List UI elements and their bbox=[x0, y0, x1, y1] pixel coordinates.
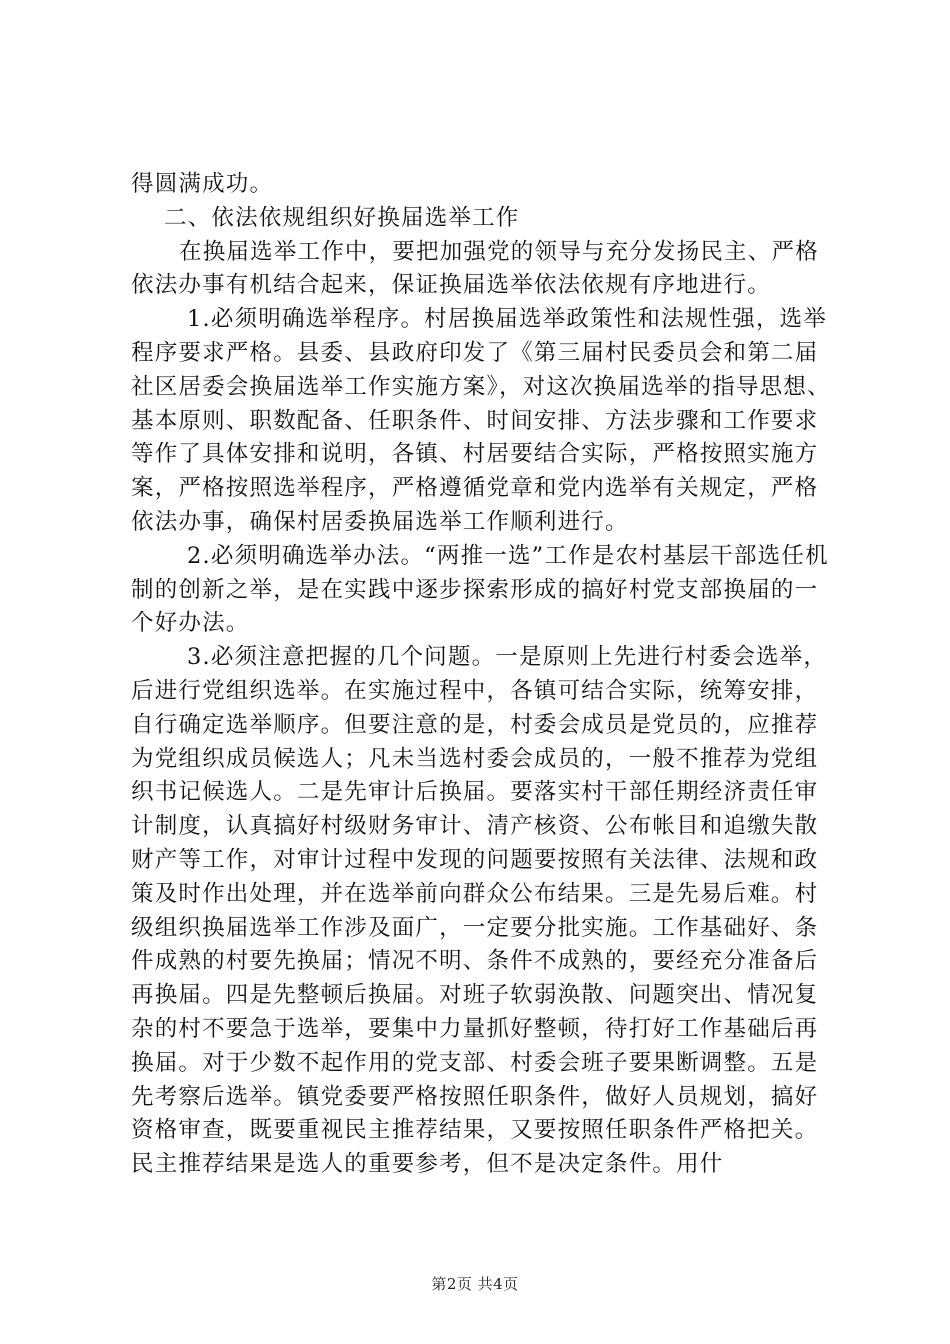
page-number-footer: 第2页 共4页 bbox=[431, 1275, 519, 1293]
paragraph-item-2: 2.必须明确选举办法。“两推一选”工作是农村基层干部选任机制的创新之举，是在实践中逐步探索形成的搞好村党支部换届的一个好办法。 bbox=[131, 542, 829, 637]
paragraph-item-3: 3.必须注意把握的几个问题。一是原则上先进行村委会选举，后进行党组织选举。在实施过程中，各镇可结合实际，统筹安排，自行确定选举顺序。但要注意的是，村委会成员是党员的，应推荐为党组织成员候选人；凡未当选村委会成员的，一般不推荐为党组织书记候选人。二是先审计后换届。要落实村干部任期经济责任审计制度，认真搞好村级财务审计、清产核资、公布帐目和追缴失散财产等工作，对审计过程中发现的问题要按照有关法律、法规和政策及时作出处理，并在选举前向群众公布结果。三是先易后难。村级组织换届选举工作涉及面广，一定要分批实施。工作基础好、条件成熟的村要先换届；情况不明、条件不成熟的，要经充分准备后再换届。四是先整顿后换届。对班子软弱涣散、问题突出、情况复杂的村不要急于选举，要集中力量抓好整顿，待打好工作基础后再换届。对于少数不起作用的党支部、村委会班子要果断调整。五是先考察后选举。镇党委要严格按照任职条件，做好人员规划，搞好资格审查，既要重视民主推荐结果，又要按照任职条件严格把关。民主推荐结果是选人的重要参考，但不是决定条件。用什 bbox=[131, 644, 828, 1178]
paragraph-intro: 在换届选举工作中，要把加强党的领导与充分发扬民主、严格依法办事有机结合起来，保证换届选举依法依规有序地进行。 bbox=[131, 238, 819, 299]
paragraph-continuation: 得圆满成功。 bbox=[131, 171, 274, 197]
paragraph-item-1: 1.必须明确选举程序。村居换届选举政策性和法规性强，选举程序要求严格。县委、县政府印发了《第三届村民委员会和第二届社区居委会换届选举工作实施方案》，对这次换届选举的指导思想、基本原则、职数配备、任职条件、时间安排、方法步骤和工作要求等作了具体安排和说明，各镇、村居要结合实际，严格按照实施方案，严格按照选举程序，严格遵循党章和党内选举有关规定，严格依法办事，确保村居委换届选举工作顺利进行。 bbox=[131, 306, 831, 535]
document-body bbox=[131, 168, 831, 1182]
section-heading: 二、依法依规组织好换届选举工作 bbox=[164, 204, 520, 231]
